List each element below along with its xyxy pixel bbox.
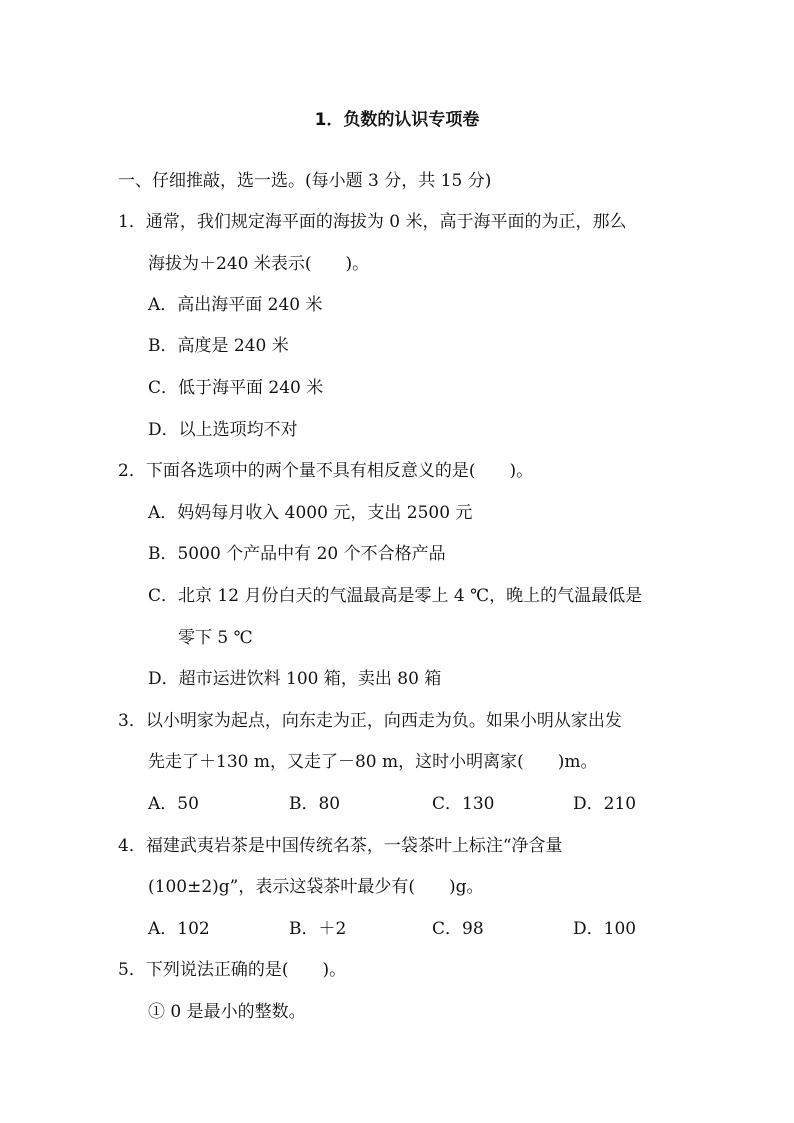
page-title: 1．负数的认识专项卷 bbox=[314, 110, 480, 130]
question-3-text-cont: 先走了＋130 m，又走了－80 m，这时小明离家( )m。 bbox=[148, 752, 598, 772]
question-2-option-a: A．妈妈每月收入 4000 元，支出 2500 元 bbox=[148, 503, 473, 523]
question-4-text-cont: (100±2)g”，表示这袋茶叶最少有( )g。 bbox=[148, 877, 484, 897]
question-4-option-b: B．＋2 bbox=[289, 919, 347, 939]
question-4-option-d: D．100 bbox=[573, 919, 637, 939]
question-1-text-cont: 海拔为＋240 米表示( )。 bbox=[148, 254, 370, 274]
question-3-option-c: C．130 bbox=[432, 794, 495, 814]
question-1-option-d: D．以上选项均不对 bbox=[148, 420, 298, 440]
question-5-text: 5．下列说法正确的是( )。 bbox=[118, 960, 347, 980]
question-2-option-c-cont: 零下 5 ℃ bbox=[178, 628, 253, 648]
question-2-option-b: B．5000 个产品中有 20 个不合格产品 bbox=[148, 544, 446, 564]
question-3-option-b: B．80 bbox=[289, 794, 341, 814]
section-heading: 一、仔细推敲，选一选。(每小题 3 分，共 15 分) bbox=[118, 171, 492, 191]
question-1-option-a: A．高出海平面 240 米 bbox=[148, 295, 323, 315]
question-2-option-c: C．北京 12 月份白天的气温最高是零上 4 ℃，晚上的气温最低是 bbox=[148, 586, 643, 606]
question-1-option-c: C．低于海平面 240 米 bbox=[148, 378, 324, 398]
question-3-option-a: A．50 bbox=[148, 794, 199, 814]
question-3-text: 3．以小明家为起点，向东走为正，向西走为负。如果小明从家出发 bbox=[118, 711, 622, 731]
question-5-statement-1: ① 0 是最小的整数。 bbox=[148, 1002, 306, 1022]
question-3-option-d: D．210 bbox=[573, 794, 637, 814]
question-4-option-c: C．98 bbox=[432, 919, 484, 939]
question-2-text: 2．下面各选项中的两个量不具有相反意义的是( )。 bbox=[118, 461, 534, 481]
question-1-text: 1．通常，我们规定海平面的海拔为 0 米，高于海平面的为正，那么 bbox=[118, 212, 627, 232]
question-4-options bbox=[148, 918, 648, 940]
question-3-options bbox=[148, 793, 648, 815]
question-4-option-a: A．102 bbox=[148, 919, 210, 939]
question-4-text: 4．福建武夷岩茶是中国传统名茶，一袋茶叶上标注“净含量 bbox=[118, 836, 563, 856]
question-1-option-b: B．高度是 240 米 bbox=[148, 336, 289, 356]
question-2-option-d: D．超市运进饮料 100 箱，卖出 80 箱 bbox=[148, 669, 442, 689]
